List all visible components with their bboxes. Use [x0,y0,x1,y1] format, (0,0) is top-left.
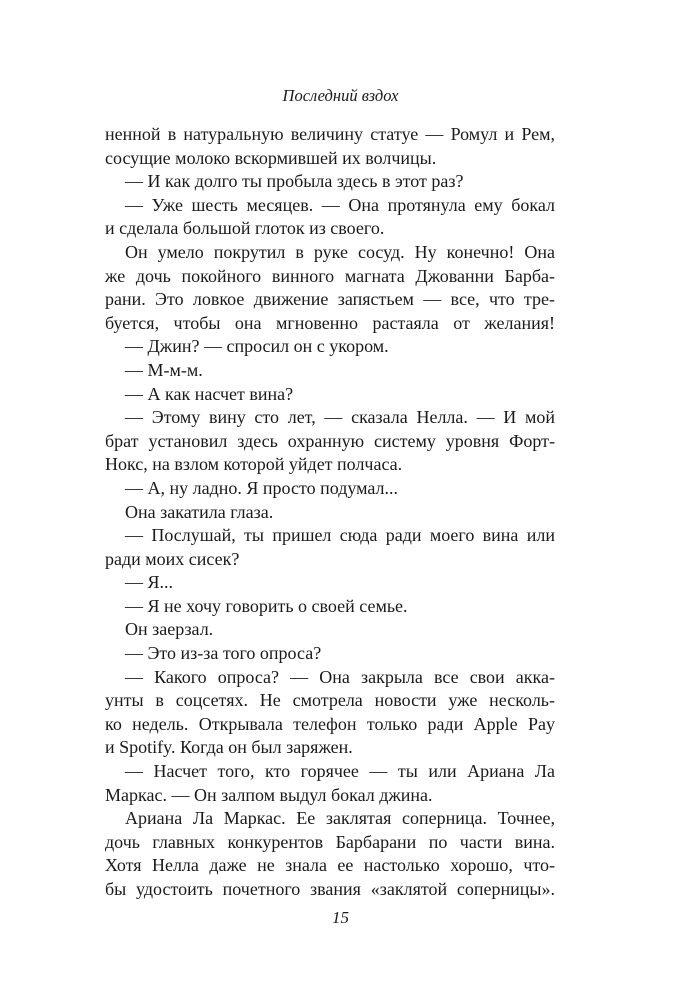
text-line: бы удостоить почетного звания «заклятой соперницы». [105,879,555,899]
text-line: — Уже шесть месяцев. — Она протянула ему бокал [125,194,555,215]
text-line: — Это из-за того опроса? [125,643,322,664]
text-line: и сделала большой глоток из своего. [105,218,385,239]
text-line: — А как насчет вина? [125,383,294,404]
text-line: — Этому вину сто лет, — сказала Нелла. — И мой [125,407,555,428]
text-line: ненной в натуральную величину статуе — Ромул и Рем, [105,124,555,144]
text-line: Он умело покрутил в руке сосуд. Ну конечно! Она [125,241,555,262]
text-line: — Послушай, ты пришел сюда ради моего вина или [125,525,555,546]
text-line: — А, ну ладно. Я просто подумал... [125,477,399,498]
page-number: 15 [332,908,349,927]
text-line: сосущие молоко вскормившей их волчицы. [105,147,437,168]
text-line: — Насчет того, кто горячее — ты или Ариана Ла [125,761,555,782]
text-line: унты в соцсетях. Не смотрела новости уже несколь- [105,690,555,711]
text-line: ради моих сисек? [105,548,240,569]
text-line: Она закатила глаза. [125,501,274,522]
text-line: — И как долго ты пробыла здесь в этот раз? [125,171,464,192]
text-line: Ариана Ла Маркас. Ее заклятая соперница. Точнее, [125,808,555,829]
text-line: ко недель. Открывала телефон только ради Apple Pay [105,713,555,734]
text-line: Нокс, на взлом которой уйдет полчаса. [105,454,403,475]
text-line: рани. Это ловкое движение запястьем — все, что тре- [105,289,555,310]
text-line: брат установил здесь охранную систему уровня Форт- [105,430,555,451]
text-line: — М-м-м. [125,359,203,380]
text-line: — Я не хочу говорить о своей семье. [125,595,408,616]
text-line: буется, чтобы она мгновенно растаяла от желания! [105,312,555,333]
body-text [105,123,555,902]
text-line: дочь главных конкурентов Барбарани по части вина. [105,831,555,852]
text-line: — Я... [125,572,174,593]
text-line: — Какого опроса? — Она закрыла все свои акка- [125,666,555,687]
text-line: Он заерзал. [125,619,214,640]
text-line: Хотя Нелла даже не знала ее настолько хорошо, что- [105,855,555,876]
running-head: Последний вздох [282,86,399,105]
text-line: и Spotify. Когда он был заряжен. [105,737,353,758]
text-line: же дочь покойного винного магната Джованни Барба- [105,265,555,286]
text-line: Маркас. — Он залпом выдул бокал джина. [105,784,433,805]
text-line: — Джин? — спросил он с укором. [125,336,389,357]
